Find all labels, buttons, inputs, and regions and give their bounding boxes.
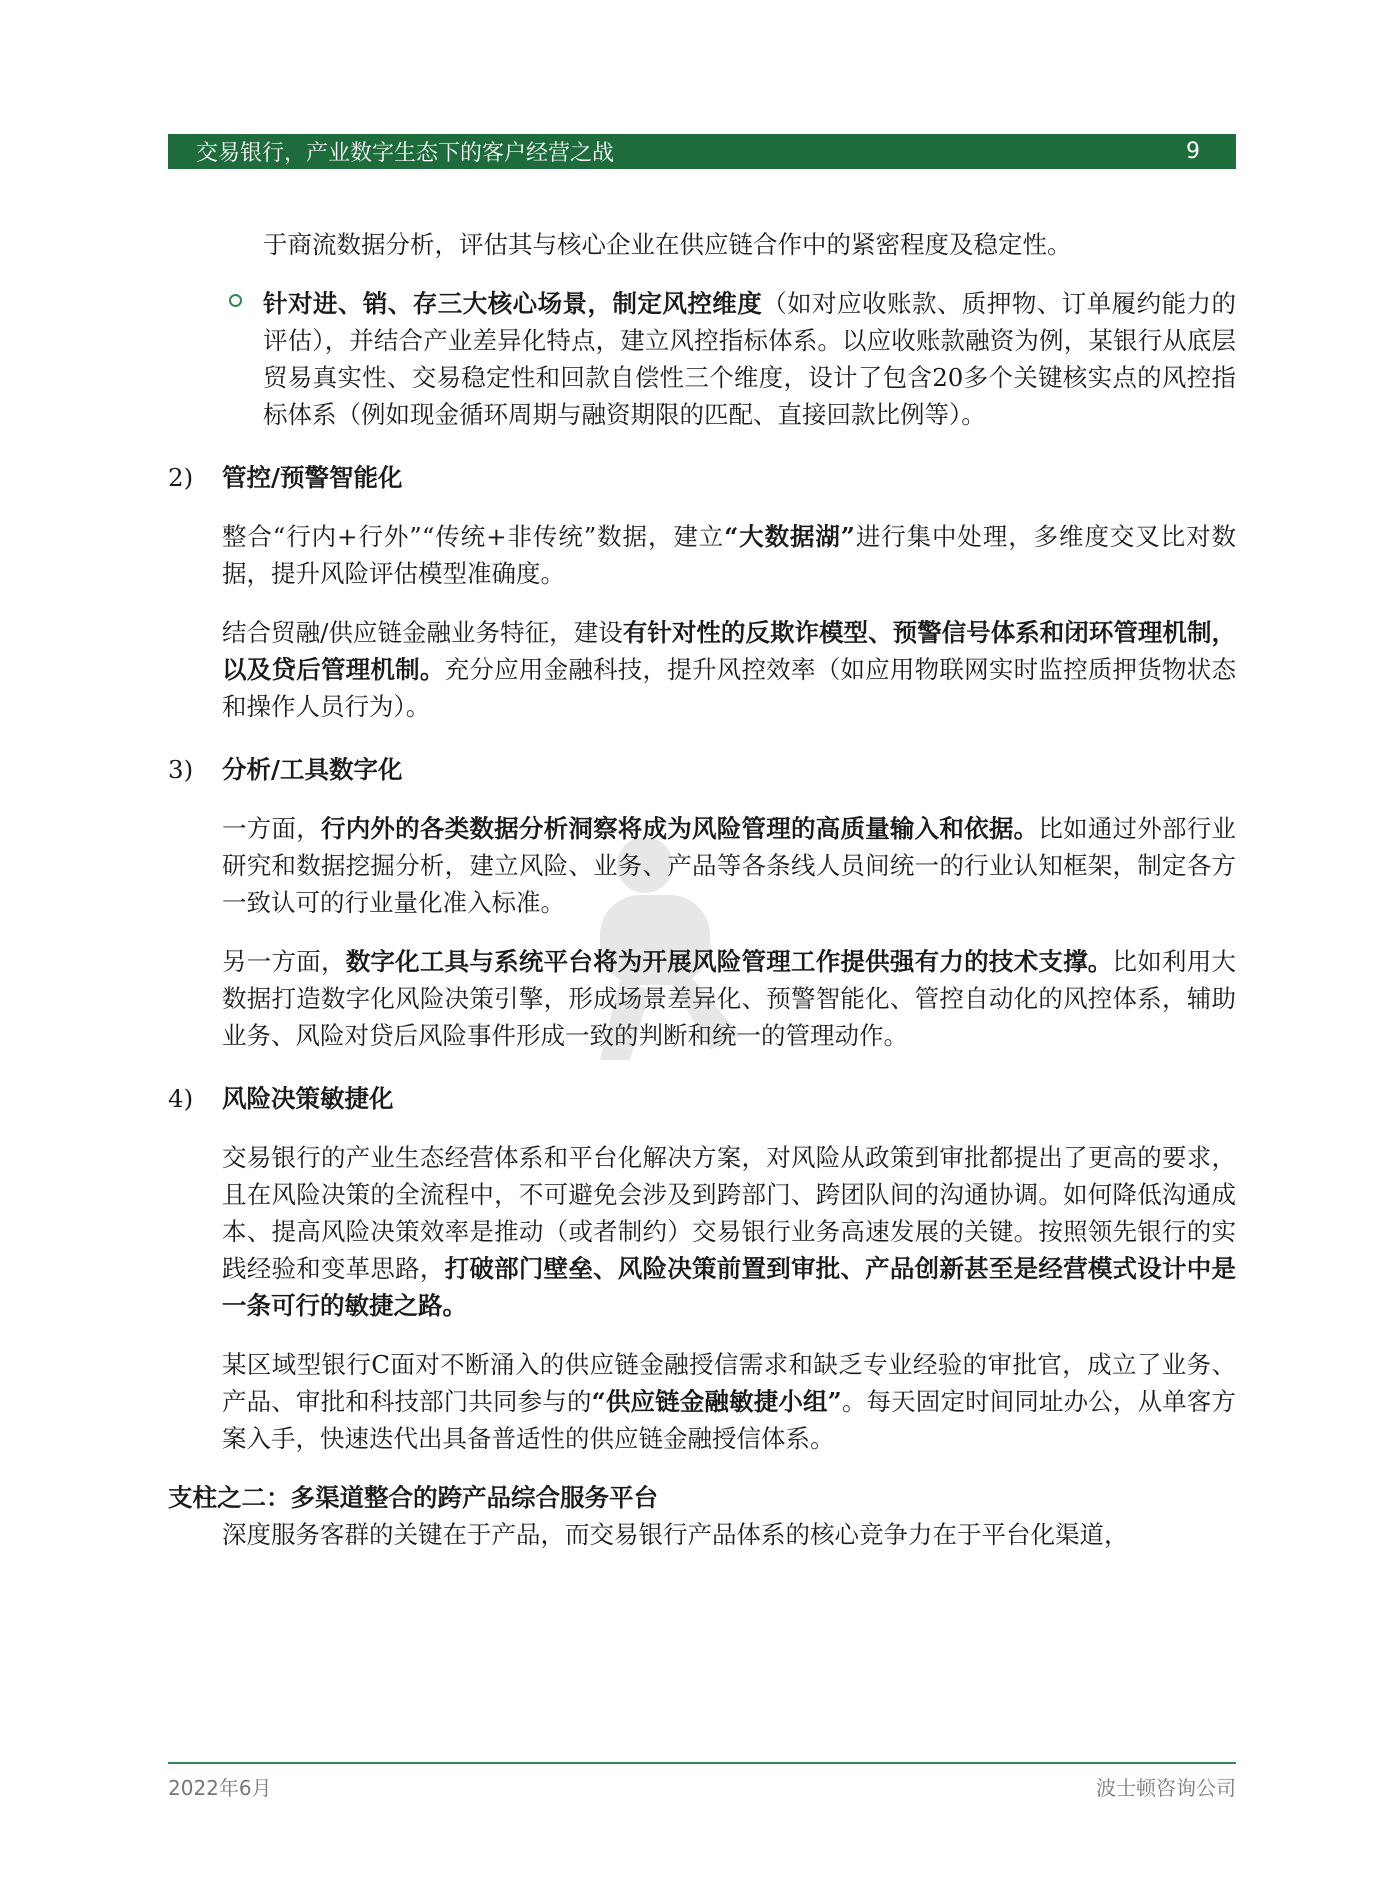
circle-bullet-icon <box>229 294 242 307</box>
text-run: 充分应用金融科技，提升风控效率（如应用物联网实时监控质押货物状态和操作人员行为）。 <box>222 655 1236 721</box>
bold-run: 有针对性的反欺诈模型、预警信号体系和闭环管理机制，以及贷后管理机制。 <box>222 618 1236 684</box>
section-2-paragraph-1 <box>222 518 1236 592</box>
pillar-title: 支柱之二：多渠道整合的跨产品综合服务平台 <box>168 1483 658 1512</box>
footer-divider <box>168 1762 1236 1764</box>
text-run: 比如通过外部行业研究和数据挖掘分析，建立风险、业务、产品等各条线人员间统一的行业认知框架，制定各方一致认可的行业量化准入标准。 <box>222 814 1237 917</box>
section-heading-3 <box>168 751 1236 788</box>
bullet-risk-dimensions <box>263 285 1236 433</box>
bullet-bold: 针对进、销、存三大核心场景，制定风控维度 <box>263 289 763 318</box>
bold-run: 行内外的各类数据分析洞察将成为风险管理的高质量输入和依据。 <box>320 814 1039 843</box>
intro-continuation: 于商流数据分析，评估其与核心企业在供应链合作中的紧密程度及稳定性。 <box>263 230 1072 259</box>
footer-date: 2022年6月 <box>168 1776 272 1800</box>
section-heading-4 <box>168 1080 1236 1117</box>
text-run: 整合“行内+行外”“传统+非传统”数据，建立 <box>222 522 725 551</box>
header-bar <box>168 134 1236 169</box>
section-number: 2) <box>168 463 194 492</box>
page-number: 9 <box>1186 139 1200 164</box>
section-number: 4) <box>168 1084 194 1113</box>
section-3-paragraph-1 <box>222 810 1236 921</box>
section-title: 管控/预警智能化 <box>222 463 403 492</box>
section-4-paragraph-2 <box>222 1346 1236 1457</box>
header-title: 交易银行，产业数字生态下的客户经营之战 <box>196 141 615 166</box>
footer-company: 波士顿咨询公司 <box>1096 1776 1236 1800</box>
section-2-paragraph-2 <box>222 614 1236 725</box>
section-number: 3) <box>168 755 194 784</box>
text-run: 一方面， <box>222 814 321 843</box>
pillar-text: 深度服务客群的关键在于产品，而交易银行产品体系的核心竞争力在于平台化渠道， <box>222 1520 1129 1549</box>
bullet-text: （如对应收账款、质押物、订单履约能力的评估），并结合产业差异化特点，建立风控指标体系。以应收账款融资为例，某银行从底层贸易真实性、交易稳定性和回款自偿性三个维度，设计了包含20多个关键核实点的风控指标体系（例如现金循环周期与融资期限的匹配、直接回款比例等）。 <box>263 289 1237 429</box>
section-4-paragraph-1 <box>222 1139 1236 1324</box>
text-run: 结合贸融/供应链金融业务特征，建设 <box>222 618 623 647</box>
text-run: 。每天固定时间同址办公，从单客方案入手，快速迭代出具备普适性的供应链金融授信体系。 <box>222 1387 1237 1453</box>
text-run: 进行集中处理，多维度交叉比对数据，提升风险评估模型准确度。 <box>222 522 1236 588</box>
bold-run: 数字化工具与系统平台将为开展风险管理工作提供强有力的技术支撑。 <box>345 947 1113 976</box>
bold-run: 打破部门壁垒、风险决策前置到审批、产品创新甚至是经营模式设计中是一条可行的敏捷之路。 <box>222 1254 1236 1320</box>
bold-run: “大数据湖” <box>724 522 855 551</box>
section-heading-2 <box>168 459 1236 496</box>
text-run: 另一方面， <box>222 947 346 976</box>
section-title: 风险决策敏捷化 <box>222 1084 394 1113</box>
section-3-paragraph-2 <box>222 943 1236 1054</box>
bold-run: “供应链金融敏捷小组” <box>591 1387 842 1416</box>
section-title: 分析/工具数字化 <box>222 755 403 784</box>
text-run: 比如利用大数据打造数字化风险决策引擎，形成场景差异化、预警智能化、管控自动化的风控体系，辅助业务、风险对贷后风险事件形成一致的判断和统一的管理动作。 <box>222 947 1236 1050</box>
text-run: 某区域型银行C面对不断涌入的供应链金融授信需求和缺乏专业经验的审批官，成立了业务、产品、审批和科技部门共同参与的 <box>222 1350 1236 1416</box>
page-body <box>168 226 1236 1553</box>
text-run: 交易银行的产业生态经营体系和平台化解决方案，对风险从政策到审批都提出了更高的要求，且在风险决策的全流程中，不可避免会涉及到跨部门、跨团队间的沟通协调。如何降低沟通成本、提高风险决策效率是推动（或者制约）交易银行业务高速发展的关键。按照领先银行的实践经验和变革思路， <box>222 1143 1236 1283</box>
